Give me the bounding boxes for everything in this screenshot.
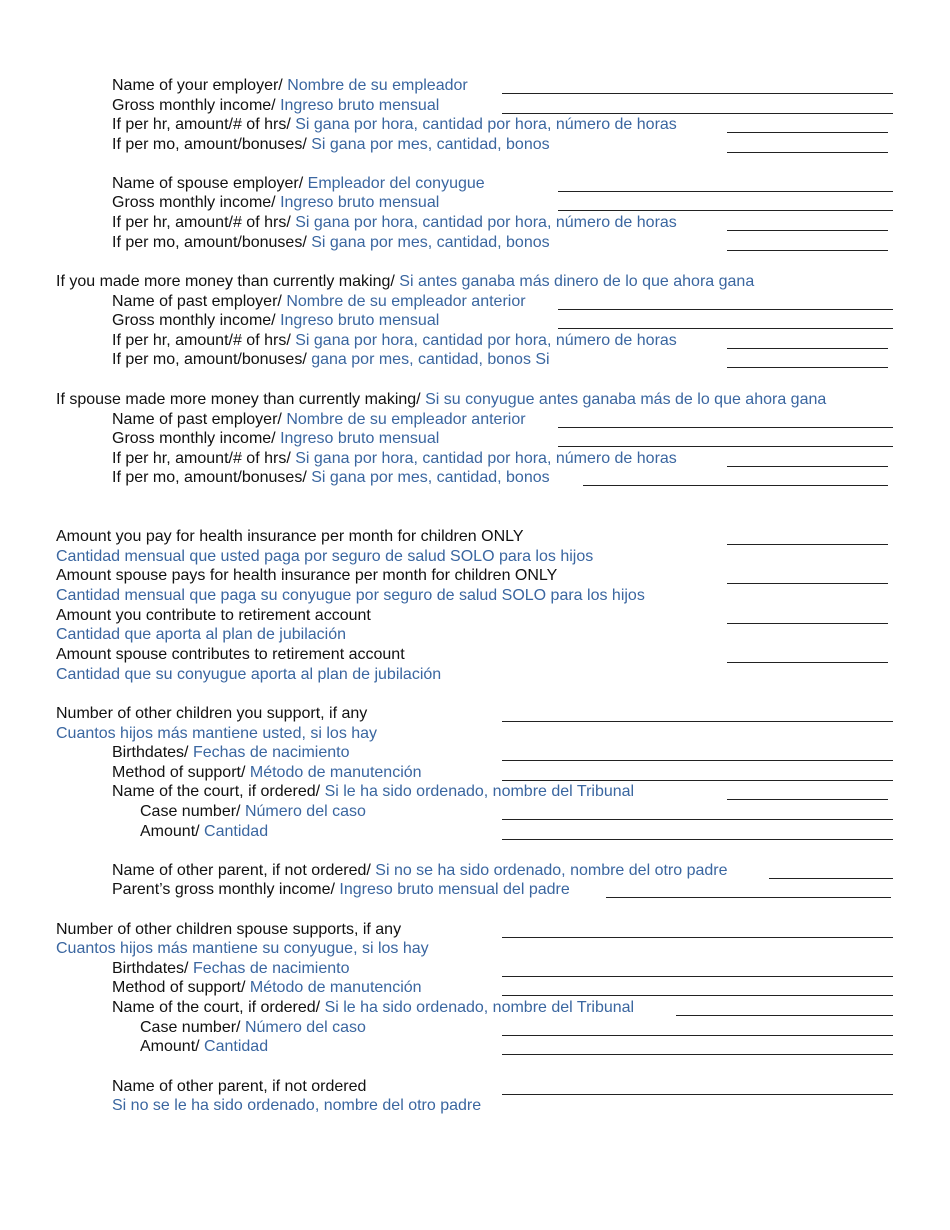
court-name-field[interactable] — [727, 799, 888, 800]
health-you-label-es: Cantidad mensual que usted paga por seguro de salud SOLO para los hijos — [56, 548, 594, 565]
gross-income-label-es: Ingreso bruto mensual — [280, 97, 440, 114]
spouse-court-name-label-en: Name of the court, if ordered/ — [112, 999, 321, 1016]
health-spouse-label-en: Amount spouse pays for health insurance per month for children ONLY — [56, 567, 558, 584]
spouse-past-employer-label-en: Name of past employer/ — [112, 411, 282, 428]
other-parent-label-en: Name of other parent, if not ordered/ — [112, 862, 371, 879]
health-you-field[interactable] — [727, 544, 888, 545]
case-number-label — [140, 802, 366, 822]
spouse-birthdates-label — [112, 959, 349, 979]
past-employer-label-es: Nombre de su empleador anterior — [286, 293, 526, 310]
past-gross-income-label-es: Ingreso bruto mensual — [280, 312, 440, 329]
method-of-support-label-en: Method of support/ — [112, 764, 246, 781]
other-children-spouse-field[interactable] — [502, 937, 893, 938]
spouse-court-name-field[interactable] — [676, 1015, 893, 1016]
gross-income-label-en: Gross monthly income/ — [112, 97, 276, 114]
case-number-label-en: Case number/ — [140, 803, 241, 820]
amount-label — [140, 822, 268, 842]
hourly-field[interactable] — [727, 132, 888, 133]
past-monthly-field[interactable] — [727, 367, 888, 368]
past-gross-income-field[interactable] — [558, 328, 893, 329]
other-children-spouse-heading-es: Cuantos hijos más mantiene su conyugue, si los hay — [56, 940, 429, 957]
past-employer-label-en: Name of past employer/ — [112, 293, 282, 310]
spouse-past-hourly-label — [112, 449, 677, 469]
past-employer-label — [112, 292, 526, 312]
employer-field[interactable] — [502, 93, 893, 94]
employer-label-en: Name of your employer/ — [112, 77, 283, 94]
spouse-method-of-support-label-es: Método de manutención — [249, 979, 422, 996]
court-name-label-en: Name of the court, if ordered/ — [112, 783, 321, 800]
case-number-label-es: Número del caso — [244, 803, 366, 820]
retire-spouse-label-es: Cantidad que su conyugue aporta al plan de jubilación — [56, 666, 442, 683]
spouse-court-name-label-es: Si le ha sido ordenado, nombre del Tribunal — [324, 999, 635, 1016]
spouse-past-gross-income-label — [112, 429, 439, 449]
past-monthly-label — [112, 350, 550, 370]
other-children-spouse-heading-en: Number of other children spouse supports, if any — [56, 921, 402, 938]
spouse-other-parent-label-es: Si no se le ha sido ordenado, nombre del otro padre — [112, 1097, 482, 1114]
spouse-past-gross-income-field[interactable] — [558, 446, 893, 447]
amount-label-en: Amount/ — [140, 823, 200, 840]
past-gross-income-label-en: Gross monthly income/ — [112, 312, 276, 329]
spouse-case-number-field[interactable] — [502, 1035, 893, 1036]
spouse-monthly-field[interactable] — [727, 250, 888, 251]
gross-income-field[interactable] — [502, 113, 893, 114]
birthdates-label-en: Birthdates/ — [112, 744, 189, 761]
health-you-label-en: Amount you pay for health insurance per month for children ONLY — [56, 528, 524, 545]
spouse-other-parent-label-en: Name of other parent, if not ordered — [112, 1078, 367, 1095]
spouse-hourly-field[interactable] — [727, 230, 888, 231]
hourly-label-en: If per hr, amount/# of hrs/ — [112, 116, 291, 133]
spouse-hourly-label-en: If per hr, amount/# of hrs/ — [112, 214, 291, 231]
parent-income-label-es: Ingreso bruto mensual del padre — [339, 881, 570, 898]
spouse-monthly-label-en: If per mo, amount/bonuses/ — [112, 234, 307, 251]
amount-field[interactable] — [502, 839, 893, 840]
other-parent-label-es: Si no se ha sido ordenado, nombre del otro padre — [375, 862, 728, 879]
court-name-label-es: Si le ha sido ordenado, nombre del Tribunal — [324, 783, 635, 800]
spouse-past-gross-income-label-es: Ingreso bruto mensual — [280, 430, 440, 447]
spouse-gross-income-label-es: Ingreso bruto mensual — [280, 194, 440, 211]
spouse-method-of-support-label — [112, 978, 422, 998]
hourly-label-es: Si gana por hora, cantidad por hora, número de horas — [295, 116, 677, 133]
spouse-past-hourly-label-es: Si gana por hora, cantidad por hora, número de horas — [295, 450, 677, 467]
spouse-past-monthly-label-en: If per mo, amount/bonuses/ — [112, 469, 307, 486]
spouse-case-number-label-es: Número del caso — [244, 1019, 366, 1036]
other-children-you-field[interactable] — [502, 721, 893, 722]
amount-label-es: Cantidad — [204, 823, 269, 840]
spouse-past-monthly-label — [112, 468, 550, 488]
past-monthly-label-en: If per mo, amount/bonuses/ — [112, 351, 307, 368]
past-hourly-label — [112, 331, 677, 351]
method-of-support-label-es: Método de manutención — [249, 764, 422, 781]
monthly-label-es: Si gana por mes, cantidad, bonos — [311, 136, 550, 153]
spouse-past-monthly-label-es: Si gana por mes, cantidad, bonos — [311, 469, 550, 486]
parent-income-field[interactable] — [606, 897, 891, 898]
spouse-amount-label-en: Amount/ — [140, 1038, 200, 1055]
past-gross-income-label — [112, 311, 439, 331]
past-spouse-heading-es: Si su conyugue antes ganaba más de lo que ahora gana — [425, 391, 827, 408]
spouse-employer-label-es: Empleador del conyugue — [307, 175, 485, 192]
court-name-label — [112, 782, 634, 802]
employer-label-es: Nombre de su empleador — [287, 77, 468, 94]
employer-label — [112, 76, 468, 96]
other-parent-label — [112, 861, 728, 881]
spouse-birthdates-field[interactable] — [502, 976, 893, 977]
other-children-you-heading-en: Number of other children you support, if any — [56, 705, 368, 722]
hourly-label — [112, 115, 677, 135]
method-of-support-label — [112, 763, 422, 783]
spouse-past-employer-label — [112, 410, 526, 430]
spouse-amount-field[interactable] — [502, 1054, 893, 1055]
spouse-hourly-label — [112, 213, 677, 233]
monthly-label-en: If per mo, amount/bonuses/ — [112, 136, 307, 153]
spouse-gross-income-label-en: Gross monthly income/ — [112, 194, 276, 211]
health-spouse-label-es: Cantidad mensual que paga su conyugue por seguro de salud SOLO para los hijos — [56, 587, 645, 604]
spouse-amount-label — [140, 1037, 268, 1057]
spouse-employer-label — [112, 174, 485, 194]
spouse-employer-label-en: Name of spouse employer/ — [112, 175, 304, 192]
spouse-monthly-label-es: Si gana por mes, cantidad, bonos — [311, 234, 550, 251]
monthly-field[interactable] — [727, 152, 888, 153]
spouse-past-gross-income-label-en: Gross monthly income/ — [112, 430, 276, 447]
spouse-court-name-label — [112, 998, 634, 1018]
past-hourly-field[interactable] — [727, 348, 888, 349]
past-you-heading-en: If you made more money than currently making/ — [56, 273, 395, 290]
spouse-past-hourly-label-en: If per hr, amount/# of hrs/ — [112, 450, 291, 467]
gross-income-label — [112, 96, 439, 116]
past-employer-field[interactable] — [558, 309, 893, 310]
spouse-case-number-label — [140, 1018, 366, 1038]
spouse-case-number-label-en: Case number/ — [140, 1019, 241, 1036]
spouse-method-of-support-label-en: Method of support/ — [112, 979, 246, 996]
spouse-other-parent-field[interactable] — [502, 1094, 893, 1095]
case-number-field[interactable] — [502, 819, 893, 820]
spouse-birthdates-label-es: Fechas de nacimiento — [192, 960, 350, 977]
spouse-birthdates-label-en: Birthdates/ — [112, 960, 189, 977]
retire-spouse-field[interactable] — [727, 662, 888, 663]
birthdates-label — [112, 743, 349, 763]
spouse-past-employer-field[interactable] — [558, 427, 893, 428]
past-you-heading-es: Si antes ganaba más dinero de lo que ahora gana — [399, 273, 755, 290]
spouse-past-hourly-field[interactable] — [727, 466, 888, 467]
spouse-hourly-label-es: Si gana por hora, cantidad por hora, número de horas — [295, 214, 677, 231]
past-spouse-heading — [56, 390, 826, 410]
spouse-gross-income-label — [112, 193, 439, 213]
spouse-past-employer-label-es: Nombre de su empleador anterior — [286, 411, 526, 428]
spouse-monthly-label — [112, 233, 550, 253]
method-of-support-field[interactable] — [502, 780, 893, 781]
other-children-you-heading-es: Cuantos hijos más mantiene usted, si los hay — [56, 725, 378, 742]
retire-you-label-es: Cantidad que aporta al plan de jubilación — [56, 626, 346, 643]
past-hourly-label-en: If per hr, amount/# of hrs/ — [112, 332, 291, 349]
other-parent-field[interactable] — [769, 878, 893, 879]
retire-you-field[interactable] — [727, 623, 888, 624]
past-spouse-heading-en: If spouse made more money than currently making/ — [56, 391, 421, 408]
retire-spouse-label-en: Amount spouse contributes to retirement account — [56, 646, 405, 663]
birthdates-field[interactable] — [502, 760, 893, 761]
health-spouse-field[interactable] — [727, 583, 888, 584]
past-hourly-label-es: Si gana por hora, cantidad por hora, número de horas — [295, 332, 677, 349]
spouse-employer-field[interactable] — [558, 191, 893, 192]
past-monthly-label-es: gana por mes, cantidad, bonos Si — [311, 351, 550, 368]
parent-income-label — [112, 880, 570, 900]
past-you-heading — [56, 272, 754, 292]
retire-you-label-en: Amount you contribute to retirement account — [56, 607, 371, 624]
spouse-method-of-support-field[interactable] — [502, 995, 893, 996]
spouse-past-monthly-field[interactable] — [583, 485, 888, 486]
monthly-label — [112, 135, 550, 155]
spouse-gross-income-field[interactable] — [558, 210, 893, 211]
spouse-amount-label-es: Cantidad — [204, 1038, 269, 1055]
birthdates-label-es: Fechas de nacimiento — [192, 744, 350, 761]
parent-income-label-en: Parent’s gross monthly income/ — [112, 881, 335, 898]
